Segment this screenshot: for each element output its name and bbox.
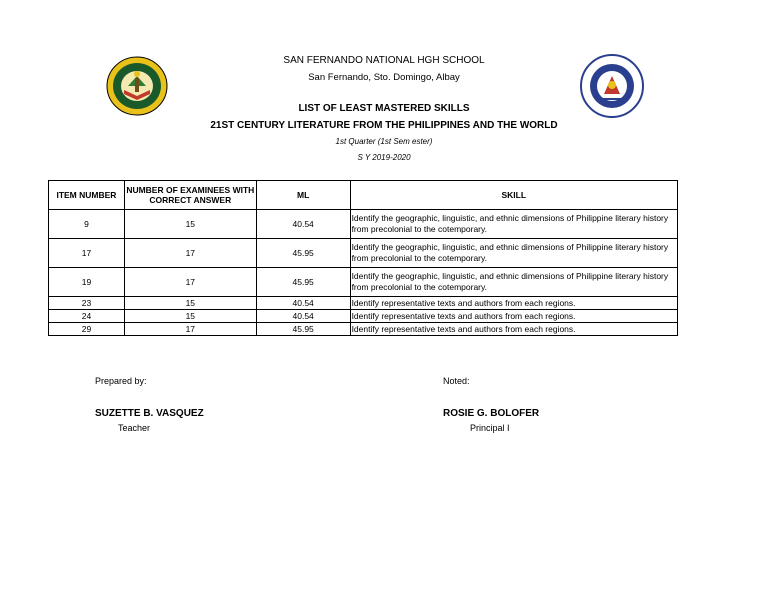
table-row	[49, 210, 678, 239]
item-number-cell: 17	[49, 239, 125, 268]
quarter-label: 1st Quarter (1st Sem ester)	[335, 137, 433, 146]
skill-cell: Identify representative texts and authors from each regions.	[350, 297, 677, 310]
examinees-cell: 17	[124, 239, 256, 268]
ml-cell: 45.95	[256, 239, 350, 268]
prepared-by-name: SUZETTE B. VASQUEZ	[95, 408, 204, 419]
table-row	[49, 268, 678, 297]
header-ml: ML	[256, 181, 350, 210]
ml-cell: 45.95	[256, 268, 350, 297]
noted-by-name: ROSIE G. BOLOFER	[443, 408, 540, 419]
item-number-cell: 24	[49, 310, 125, 323]
header-skill: SKILL	[350, 181, 677, 210]
ml-cell: 40.54	[256, 297, 350, 310]
item-number-cell: 23	[49, 297, 125, 310]
item-number-cell: 19	[49, 268, 125, 297]
noted-by-role: Principal I	[470, 423, 510, 433]
skill-cell: Identify representative texts and authors from each regions.	[350, 310, 677, 323]
examinees-cell: 15	[124, 310, 256, 323]
examinees-cell: 15	[124, 297, 256, 310]
item-number-cell: 29	[49, 323, 125, 336]
ml-cell: 40.54	[256, 210, 350, 239]
prepared-by-label: Prepared by:	[95, 376, 147, 386]
examinees-cell: 17	[124, 323, 256, 336]
table-row	[49, 297, 678, 310]
ml-cell: 40.54	[256, 310, 350, 323]
prepared-by-role: Teacher	[118, 423, 151, 433]
examinees-cell: 15	[124, 210, 256, 239]
skills-table	[48, 180, 678, 336]
header-item-number: ITEM NUMBER	[49, 181, 125, 210]
header-examinees: NUMBER OF EXAMINEES WITH CORRECT ANSWER	[124, 181, 256, 210]
examinees-cell: 17	[124, 268, 256, 297]
school-name: SAN FERNANDO NATIONAL HGH SCHOOL	[283, 55, 485, 66]
subject-title: 21ST CENTURY LITERATURE FROM THE PHILIPPINES AND THE WORLD	[210, 120, 558, 131]
table-row	[49, 239, 678, 268]
item-number-cell: 9	[49, 210, 125, 239]
table-row	[49, 323, 678, 336]
noted-by-label: Noted:	[443, 376, 470, 386]
school-year-label: S Y 2019-2020	[357, 153, 411, 162]
skill-cell: Identify representative texts and authors from each regions.	[350, 323, 677, 336]
table-row	[49, 310, 678, 323]
skill-cell: Identify the geographic, linguistic, and ethnic dimensions of Philippine literary history from precolonial to the cotemporary.	[350, 239, 677, 268]
skill-cell: Identify the geographic, linguistic, and ethnic dimensions of Philippine literary history from precolonial to the cotemporary.	[350, 210, 677, 239]
table-header-row	[49, 181, 678, 210]
skill-cell: Identify the geographic, linguistic, and ethnic dimensions of Philippine literary history from precolonial to the cotemporary.	[350, 268, 677, 297]
school-address: San Fernando, Sto. Domingo, Albay	[308, 72, 460, 83]
document-title: LIST OF LEAST MASTERED SKILLS	[298, 103, 470, 114]
ml-cell: 45.95	[256, 323, 350, 336]
